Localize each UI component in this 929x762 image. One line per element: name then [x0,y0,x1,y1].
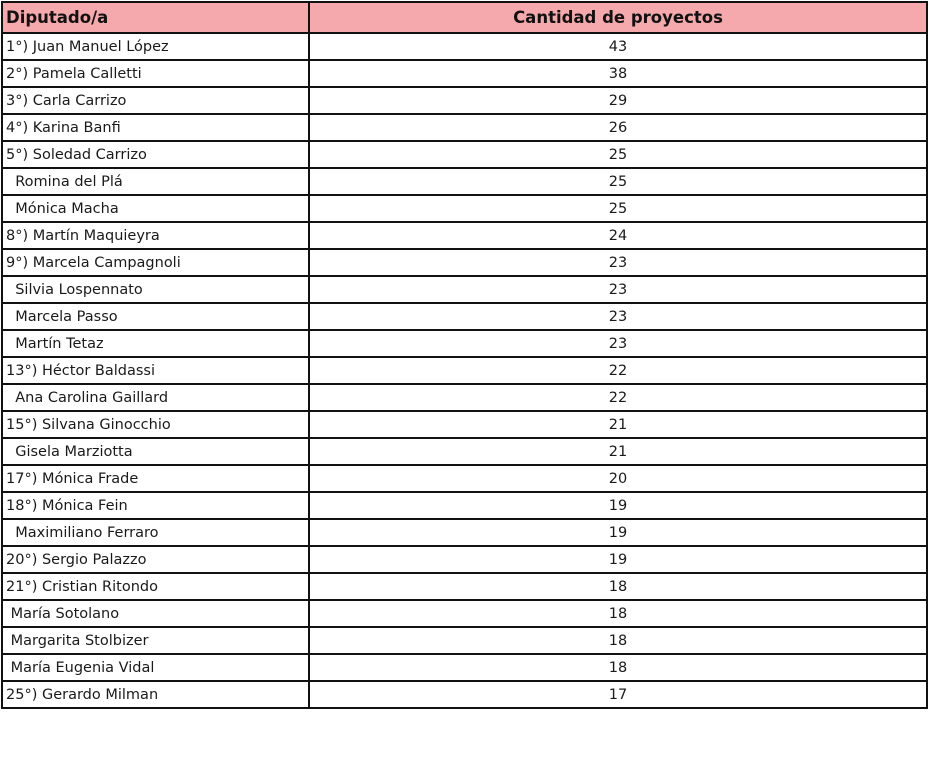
table-row [2,168,927,195]
project-count-cell: 26 [309,114,927,141]
table-row [2,276,927,303]
diputado-name-cell: 20°) Sergio Palazzo [2,546,309,573]
table-row [2,357,927,384]
project-count-cell: 18 [309,654,927,681]
diputado-name-cell: Romina del Plá [2,168,309,195]
diputado-name-cell: Mónica Macha [2,195,309,222]
project-count-cell: 21 [309,438,927,465]
table-row [2,303,927,330]
table-row [2,249,927,276]
diputado-name-cell: 13°) Héctor Baldassi [2,357,309,384]
table-row [2,141,927,168]
table-row [2,330,927,357]
diputado-name-cell: 17°) Mónica Frade [2,465,309,492]
diputado-name-cell: Maximiliano Ferraro [2,519,309,546]
diputado-name-cell: 3°) Carla Carrizo [2,87,309,114]
project-count-cell: 25 [309,141,927,168]
table-row [2,411,927,438]
table-row [2,222,927,249]
project-count-cell: 23 [309,249,927,276]
project-count-cell: 17 [309,681,927,708]
diputado-name-cell: Silvia Lospennato [2,276,309,303]
table-header-row [2,2,927,33]
table-row [2,438,927,465]
ranking-table [1,1,928,709]
project-count-cell: 25 [309,195,927,222]
diputado-name-cell: Gisela Marziotta [2,438,309,465]
project-count-cell: 24 [309,222,927,249]
table-row [2,60,927,87]
diputado-name-cell: Margarita Stolbizer [2,627,309,654]
project-count-cell: 18 [309,573,927,600]
diputado-name-cell: 21°) Cristian Ritondo [2,573,309,600]
diputado-name-cell: Martín Tetaz [2,330,309,357]
table-row [2,681,927,708]
project-count-cell: 43 [309,33,927,60]
table-row [2,546,927,573]
diputado-name-cell: 1°) Juan Manuel López [2,33,309,60]
table-row [2,384,927,411]
diputado-name-cell: Ana Carolina Gaillard [2,384,309,411]
project-count-cell: 18 [309,600,927,627]
table-row [2,195,927,222]
diputado-name-cell: 8°) Martín Maquieyra [2,222,309,249]
project-count-cell: 25 [309,168,927,195]
diputado-name-cell: 25°) Gerardo Milman [2,681,309,708]
project-count-cell: 18 [309,627,927,654]
project-count-cell: 19 [309,546,927,573]
project-count-cell: 19 [309,492,927,519]
diputado-name-cell: 5°) Soledad Carrizo [2,141,309,168]
diputado-name-cell: 9°) Marcela Campagnoli [2,249,309,276]
diputado-name-cell: 18°) Mónica Fein [2,492,309,519]
diputado-name-cell: Marcela Passo [2,303,309,330]
diputado-name-cell: 4°) Karina Banfi [2,114,309,141]
project-count-cell: 21 [309,411,927,438]
table-row [2,654,927,681]
project-count-cell: 29 [309,87,927,114]
header-diputado: Diputado/a [2,2,309,33]
project-count-cell: 23 [309,303,927,330]
table-body [2,33,927,708]
project-count-cell: 22 [309,384,927,411]
table-row [2,87,927,114]
table-row [2,519,927,546]
header-cantidad: Cantidad de proyectos [309,2,927,33]
project-count-cell: 23 [309,330,927,357]
project-count-cell: 19 [309,519,927,546]
project-count-cell: 22 [309,357,927,384]
diputado-name-cell: María Sotolano [2,600,309,627]
table-row [2,33,927,60]
project-count-cell: 23 [309,276,927,303]
diputado-name-cell: María Eugenia Vidal [2,654,309,681]
table-row [2,627,927,654]
diputado-name-cell: 15°) Silvana Ginocchio [2,411,309,438]
table-row [2,492,927,519]
project-count-cell: 20 [309,465,927,492]
table-row [2,114,927,141]
project-count-cell: 38 [309,60,927,87]
table-row [2,573,927,600]
diputado-name-cell: 2°) Pamela Calletti [2,60,309,87]
table-row [2,465,927,492]
table-row [2,600,927,627]
